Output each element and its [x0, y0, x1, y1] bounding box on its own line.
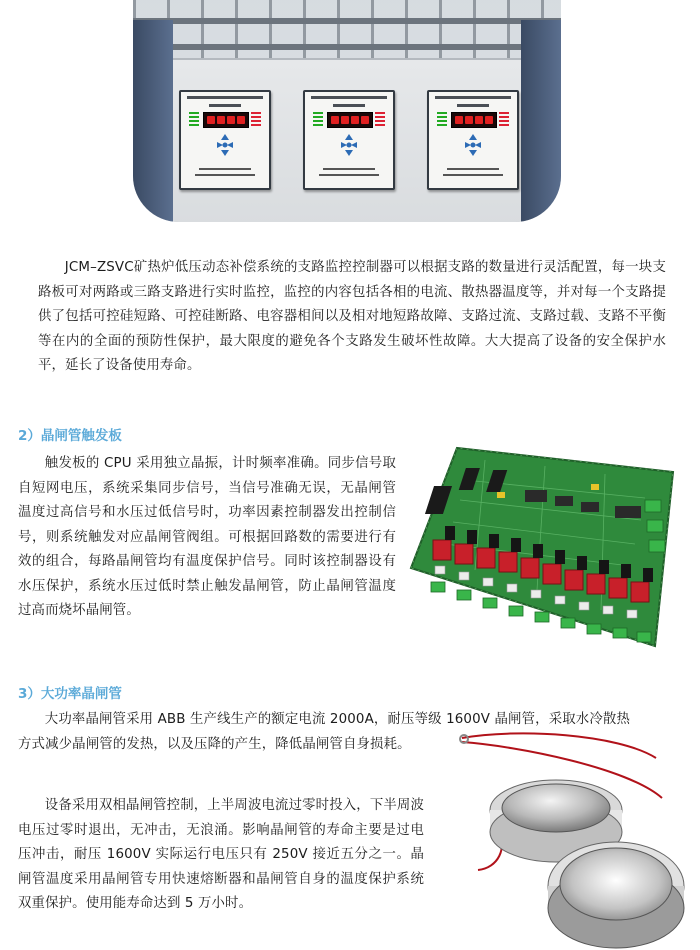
cabinet-panel	[173, 58, 521, 222]
led-display	[327, 112, 373, 128]
thyristor-photo	[458, 718, 700, 950]
branch-controller	[303, 90, 395, 190]
intro-paragraph: JCM–ZSVC矿热炉低压动态补偿系统的支路监控控制器可以根据支路的数量进行灵活配置，每一块支路板可对两路或三路支路进行实时监控，监控的内容包括各相的电流、散热器温度等，并对每一个支路提供了包括可控硅短路、可控硅断路、电容器相间以及相对地短路故障、支路过流、支路过载、支路不平衡等在内的全面的预防性保护，最大限度的避免各个支路发生破坏性故障。大大提高了设备的安全保护水平，延长了设备使用寿命。	[38, 260, 666, 373]
branch-controller	[427, 90, 519, 190]
led-display	[203, 112, 249, 128]
rack-right	[521, 20, 561, 222]
branch-controller	[179, 90, 271, 190]
section3-paragraph-1: 大功率晶闸管采用 ABB 生产线生产的额定电流 2000A，耐压等级 1600V 晶闸管，采取水冷散热方式减少晶闸管的发热，以及压降的产生，降低晶闸管自身损耗。	[18, 712, 630, 752]
trigger-board-photo	[405, 440, 677, 648]
keypad-icon	[463, 134, 483, 156]
keypad-icon	[339, 134, 359, 156]
section2-paragraph: 触发板的 CPU 采用独立晶振，计时频率准确。同步信号取自短网电压，系统采集同步信号，当信号准确无误，无晶闸管温度过高信号和水压过低信号时，功率因素控制器发出控制信号，则系统触发对应晶闸管阀组。可根据回路数的需要进行有效的组合，每路晶闸管均有温度保护信号。同时该控制器设有水压保护，系统水压过低时禁止触发晶闸管，防止晶闸管温度过高而烧坏晶闸管。	[18, 456, 396, 618]
keypad-icon	[215, 134, 235, 156]
controller-panel-photo	[133, 0, 561, 222]
section3-paragraph-2: 设备采用双相晶闸管控制，上半周波电流过零时投入，下半周波电压过零时退出，无冲击，无浪涌。影响晶闸管的寿命主要是过电压冲击，耐压 1600V 实际运行电压只有 250V 接近五分之一。晶闸管温度采用晶闸管专用快速熔断器和晶闸管自身的温度保护系统双重保护。使用能寿命达到 5 万小时。	[18, 798, 424, 911]
led-display	[451, 112, 497, 128]
rack-left	[133, 20, 173, 222]
section3-heading: 3）大功率晶闸管	[18, 686, 122, 702]
section2-heading: 2）晶闸管触发板	[18, 428, 122, 444]
ceiling-beam	[133, 44, 561, 50]
ceiling-beam	[133, 18, 561, 24]
